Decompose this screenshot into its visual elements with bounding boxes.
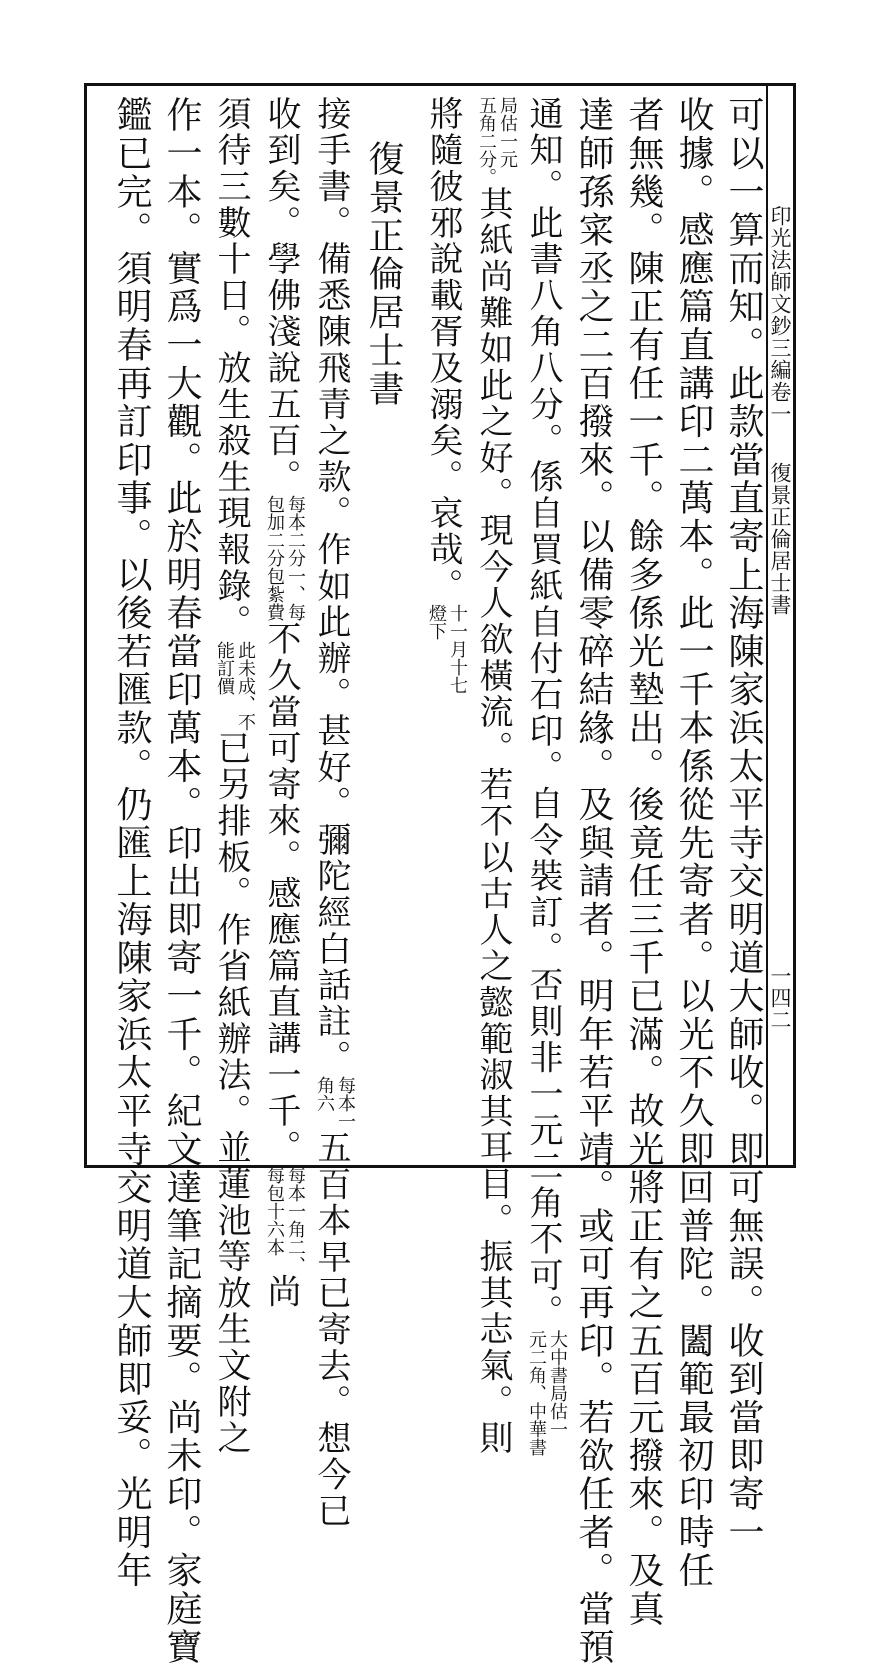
note-line: 能訂價 — [214, 640, 235, 695]
text-column-5 — [518, 96, 568, 1457]
column-text: 已另排板。作省紙辦法。並蓮池等放生文附之 — [211, 730, 251, 1457]
text-column-4: 達師孫寀丞之二百撥來。以備零碎結緣。及與請者。明年若平靖。或可再印。若欲任者。當預 — [573, 96, 614, 1666]
letter-title: 復景正倫居士書 — [363, 140, 404, 409]
text-column-3: 者無幾。陳正有任一千。餘多係光墊出。後竟任三千已滿。故光將正有之五百元撥來。及真 — [623, 96, 664, 1628]
text-column-11 — [206, 96, 256, 1457]
note-line: 十一月十七 — [447, 604, 468, 695]
column-text: 須待三數十日。放生殺生現報錄。 — [211, 96, 251, 641]
interlinear-note — [526, 1330, 568, 1456]
note-line: 局估一元 — [497, 96, 518, 168]
interlinear-note — [314, 1076, 356, 1130]
interlinear-note — [476, 96, 518, 186]
column-text: 不久當可寄來。感應篇直講一千。 — [261, 621, 301, 1166]
note-line: 元二角、中華書 — [526, 1330, 547, 1457]
section-title-header: 復景正倫居士書 — [768, 462, 792, 616]
note-line: 五角二分。 — [476, 96, 497, 186]
text-column-7 — [418, 96, 468, 1161]
text-column-12: 作一本。實爲一大觀。此於明春當印萬本。印出即寄一千。紀文達筆記摘要。尚未印。家庭寶 — [161, 96, 202, 1666]
note-line: 每本一 — [335, 1076, 356, 1131]
column-text: 將隨彼邪說載胥及溺矣。哀哉。 — [423, 96, 463, 605]
column-text: 五百本早已寄去。想今已 — [311, 1130, 351, 1530]
note-line: 每本一角二、 — [285, 1165, 306, 1274]
note-line: 此未成、不 — [235, 640, 256, 731]
column-text: 收到矣。學佛淺說五百。 — [261, 96, 301, 496]
column-text: 其紙尚難如此之好。現今人欲橫流。若不以古人之懿範淑其耳目。振其志氣。則 — [473, 186, 513, 1457]
text-column-9 — [306, 96, 356, 1530]
column-text: 接手書。備悉陳飛青之款。作如此辦。甚好。彌陀經白話註。 — [311, 96, 351, 1077]
running-title: 印光法師文鈔三編卷一 — [768, 205, 792, 425]
column-text: 尚 — [261, 1273, 301, 1311]
text-column-1: 可以一算而知。此款當直寄上海陳家浜太平寺交明道大師收。即可無誤。收到當即寄一 — [723, 96, 764, 1552]
note-line: 燈下 — [426, 604, 447, 641]
note-line: 每包十六本 — [264, 1165, 285, 1256]
text-column-13: 鑑已完。須明春再訂印事。以後若匯款。仍匯上海陳家浜太平寺交明道大師即妥。光明年 — [111, 96, 152, 1590]
note-line: 大中書局估一 — [547, 1330, 568, 1439]
interlinear-note — [264, 1166, 306, 1274]
note-line: 包加二分包紮費 — [264, 495, 285, 622]
interlinear-note — [214, 641, 256, 731]
text-column-10 — [256, 96, 306, 1311]
note-line: 角六 — [314, 1076, 335, 1113]
text-column-6 — [468, 96, 518, 1457]
page-number: 一四二 — [768, 965, 792, 1031]
note-line: 每本二分一、每 — [285, 495, 306, 622]
interlinear-note — [264, 495, 306, 621]
column-text: 通知。此書八角八分。係自買紙自付石印。自令裝訂。否則非一元二角不可。 — [523, 96, 563, 1331]
date-note — [426, 604, 468, 694]
text-column-2: 收據。感應篇直講印二萬本。此一千本係從先寄者。以光不久即回普陀。闔範最初印時任 — [673, 96, 714, 1590]
